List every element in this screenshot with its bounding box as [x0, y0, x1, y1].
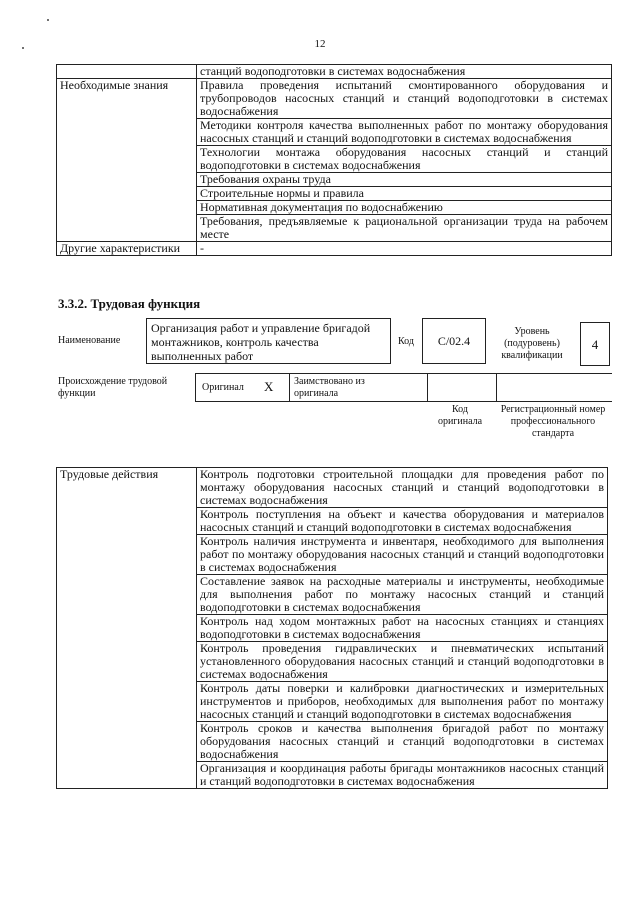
actions-table	[56, 467, 608, 789]
action-item: Контроль сроков и качества выполнения бригадой работ по монтажу оборудования насосных станций и станций водоподготовки в системах водоснабжения	[197, 722, 608, 762]
name-label: Наименование	[58, 335, 121, 346]
action-item: Контроль подготовки строительной площадки для проведения работ по монтажу оборудования насосных станций и станций водоподготовки в системах водоснабжения	[197, 468, 608, 508]
knowledge-item: Нормативная документация по водоснабжению	[197, 201, 612, 215]
knowledge-item: Методики контроля качества выполненных работ по монтажу оборудования насосных станций и станций водоподготовки в системах водоснабжения	[197, 119, 612, 146]
origin-divider	[289, 374, 290, 401]
function-name: Организация работ и управление бригадой монтажников, контроль качества выполненных работ	[151, 321, 371, 363]
borrowed-label: Заимствовано из оригинала	[294, 376, 365, 399]
origin-divider	[427, 374, 428, 401]
knowledge-item: Технологии монтажа оборудования насосных станций и станций водоподготовки в системах водоснабжения	[197, 146, 612, 173]
name-value-box	[146, 318, 391, 364]
knowledge-item: Требования, предъявляемые к рациональной организации труда на рабочем месте	[197, 215, 612, 242]
original-mark: X	[264, 379, 274, 394]
table-row	[57, 79, 612, 119]
function-code: C/02.4	[437, 334, 471, 348]
table-row	[57, 468, 608, 508]
action-item: Контроль над ходом монтажных работ на насосных станциях и станциях водоподготовки в системах водоснабжения	[197, 615, 608, 642]
action-item: Контроль поступления на объект и качества оборудования и материалов насосных станций и станций водоподготовки в системах водоснабжения	[197, 508, 608, 535]
continuation-cell: станций водоподготовки в системах водоснабжения	[197, 65, 612, 79]
action-item: Контроль наличия инструмента и инвентаря, необходимого для выполнения работ по монтажу оборудования насосных станций и станций водоподготовки в системах водоснабжения	[197, 535, 608, 575]
scan-speck	[47, 19, 49, 21]
knowledge-label: Необходимые знания	[57, 79, 197, 242]
code-label: Код	[398, 336, 414, 347]
section-title: 3.3.2. Трудовая функция	[58, 296, 201, 311]
page-number: 12	[314, 38, 326, 50]
table-row	[57, 242, 612, 256]
knowledge-item: Правила проведения испытаний смонтированного оборудования и трубопроводов насосных станций и станций водоподготовки в системах водоснабжения	[197, 79, 612, 119]
code-value-box	[422, 318, 486, 364]
level-label: Уровень (подуровень) квалификации	[501, 326, 563, 361]
knowledge-item: Строительные нормы и правила	[197, 187, 612, 201]
reg-number-caption: Регистрационный номер профессионального стандарта	[500, 404, 606, 439]
action-item: Контроль проведения гидравлических и пневматических испытаний установленного оборудования насосных станций и станций водоподготовки в системах водоснабжения	[197, 642, 608, 682]
knowledge-table	[56, 64, 612, 256]
table-row	[57, 65, 612, 79]
action-item: Контроль даты поверки и калибровки диагностических и измерительных инструментов и приборов, необходимых для выполнения работ по монтажу насосных станций и станций водоподготовки в системах водоснабжения	[197, 682, 608, 722]
origin-divider	[496, 374, 497, 401]
origin-label: Происхождение трудовой функции	[58, 376, 168, 399]
origin-table	[195, 373, 612, 402]
action-item: Организация и координация работы бригады монтажников насосных станций и станций водоподготовки в системах водоснабжения	[197, 762, 608, 789]
actions-label: Трудовые действия	[57, 468, 197, 789]
origin-code-caption: Код оригинала	[437, 404, 483, 427]
qualification-level: 4	[591, 337, 599, 352]
original-label: Оригинал	[202, 382, 244, 393]
other-value: -	[197, 242, 612, 256]
other-label: Другие характеристики	[57, 242, 197, 256]
action-item: Составление заявок на расходные материалы и инструменты, необходимые для выполнения работ по монтажу насосных станций и станций водоподготовки в системах водоснабжения	[197, 575, 608, 615]
level-value-box	[580, 322, 610, 366]
knowledge-item: Требования охраны труда	[197, 173, 612, 187]
